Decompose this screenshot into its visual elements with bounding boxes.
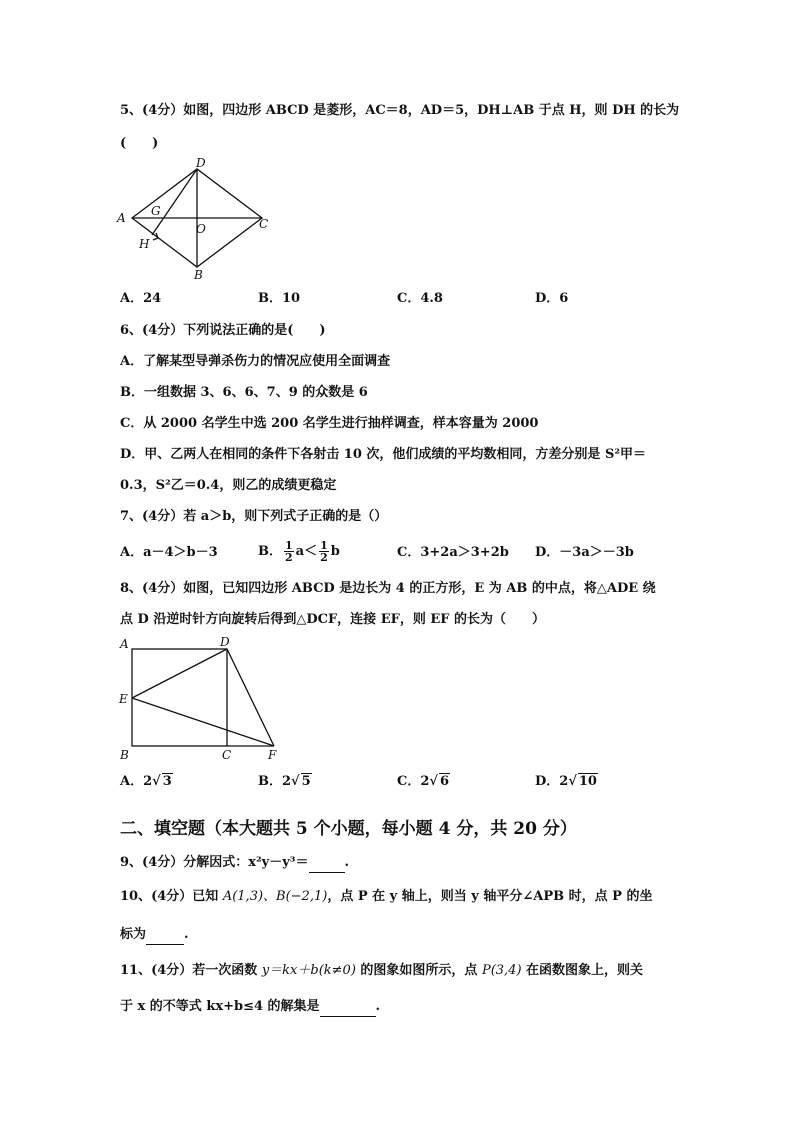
q10-line2: 标为 . xyxy=(120,926,189,945)
label-a: A xyxy=(117,211,126,225)
label-c: C xyxy=(259,217,269,231)
q5-option-d[interactable]: D．6 xyxy=(535,291,569,306)
q8-option-c[interactable]: C．2√ 6 xyxy=(397,774,449,789)
label-b: B xyxy=(120,748,129,762)
sqrt-symbol: √ xyxy=(291,774,300,789)
q7-b-fraction-1: $\frac{1}{2}$ xyxy=(285,539,293,564)
q8-stem-line1: 8、(4分）如图，已知四边形 ABCD 是边长为 4 的正方形，E 为 AB 的中点，将△ADE 绕 xyxy=(120,581,656,596)
q5-stem-line2: ( ) xyxy=(120,136,159,151)
q7-option-d[interactable]: D．－3a＞－3b xyxy=(535,545,634,560)
q5-option-b[interactable]: B．10 xyxy=(258,291,301,306)
q5-stem-line1: 5、(4分）如图，四边形 ABCD 是菱形，AC＝8，AD＝5，DH⊥AB 于点 H，则 DH 的长为 xyxy=(120,103,680,118)
sqrt-symbol: √ xyxy=(152,774,161,789)
q7-stem: 7、(4分）若 a＞b，则下列式子正确的是（） xyxy=(120,509,388,524)
label-o: O xyxy=(196,222,206,236)
q6-option-a[interactable]: A．了解某型导弹杀伤力的情况应使用全面调查 xyxy=(120,354,391,369)
q11-answer-blank[interactable] xyxy=(320,998,376,1017)
q5-option-a[interactable]: A．24 xyxy=(120,291,162,306)
label-b: B xyxy=(194,268,203,282)
sqrt-symbol: √ xyxy=(429,774,438,789)
q8-square-figure xyxy=(112,632,292,764)
q5-rhombus-figure xyxy=(112,152,282,282)
q6-option-c[interactable]: C．从 2000 名学生中选 200 名学生进行抽样调查，样本容量为 2000 xyxy=(120,416,539,431)
q6-option-d-line2: 0.3，S²乙＝0.4，则乙的成绩更稳定 xyxy=(120,478,337,493)
q7-b-end: b xyxy=(330,544,340,559)
label-d: D xyxy=(220,635,230,649)
square-abcd xyxy=(132,649,227,746)
q6-stem: 6、(4分）下列说法正确的是( ) xyxy=(120,323,326,338)
q9-answer-blank[interactable] xyxy=(309,854,345,873)
label-d: D xyxy=(196,156,206,170)
label-a: A xyxy=(120,637,129,651)
segment-ef xyxy=(132,698,274,746)
q6-option-d-line1[interactable]: D．甲、乙两人在相同的条件下各射击 10 次，他们成绩的平均数相同，方差分别是 S²甲＝ xyxy=(120,447,647,462)
q8-option-d[interactable]: D．2√ 10 xyxy=(535,774,597,789)
q7-b-fraction-2: $\frac{1}{2}$ xyxy=(320,539,328,564)
label-g: G xyxy=(151,204,161,218)
q8-option-a[interactable]: A．2√ 3 xyxy=(120,774,172,789)
q8-option-b[interactable]: B．2√ 5 xyxy=(258,774,311,789)
q7-b-prefix: B． xyxy=(258,544,282,559)
q10-line1: 10、(4分）已知 A(1,3)、B(−2,1)，点 P 在 y 轴上，则当 y 轴平分∠APB 时，点 P 的坐 xyxy=(120,889,653,904)
q7-option-b[interactable] xyxy=(258,538,340,566)
q11-line2: 于 x 的不等式 kx+b≤4 的解集是 . xyxy=(120,998,380,1017)
q7-b-mid: a＜ xyxy=(295,544,318,559)
q8-stem-line2: 点 D 沿逆时针方向旋转后得到△DCF，连接 EF，则 EF 的长为（ ） xyxy=(120,612,546,627)
segment-ed xyxy=(132,649,227,698)
q9-line: 9、(4分）分解因式：x²y－y³＝ . xyxy=(120,854,349,873)
q5-option-c[interactable]: C．4.8 xyxy=(397,291,443,306)
q10-answer-blank[interactable] xyxy=(146,926,184,945)
q7-option-c[interactable]: C．3+2a＞3+2b xyxy=(397,545,509,560)
q6-option-b[interactable]: B．一组数据 3、6、6、7、9 的众数是 6 xyxy=(120,385,368,400)
label-c: C xyxy=(222,748,232,762)
segment-dh xyxy=(152,169,197,235)
q11-line1: 11、(4分）若一次函数 y＝kx＋b(k≠0) 的图象如图所示，点 P(3,4) 在函数图象上，则关 xyxy=(120,963,644,978)
label-f: F xyxy=(268,748,277,762)
sqrt-symbol: √ xyxy=(568,774,577,789)
q7-option-a[interactable]: A．a－4＞b－3 xyxy=(120,545,218,560)
label-h: H xyxy=(139,237,150,251)
label-e: E xyxy=(119,692,128,706)
segment-df xyxy=(227,649,274,746)
section-2-heading: 二、填空题（本大题共 5 个小题，每小题 4 分，共 20 分） xyxy=(120,819,577,839)
